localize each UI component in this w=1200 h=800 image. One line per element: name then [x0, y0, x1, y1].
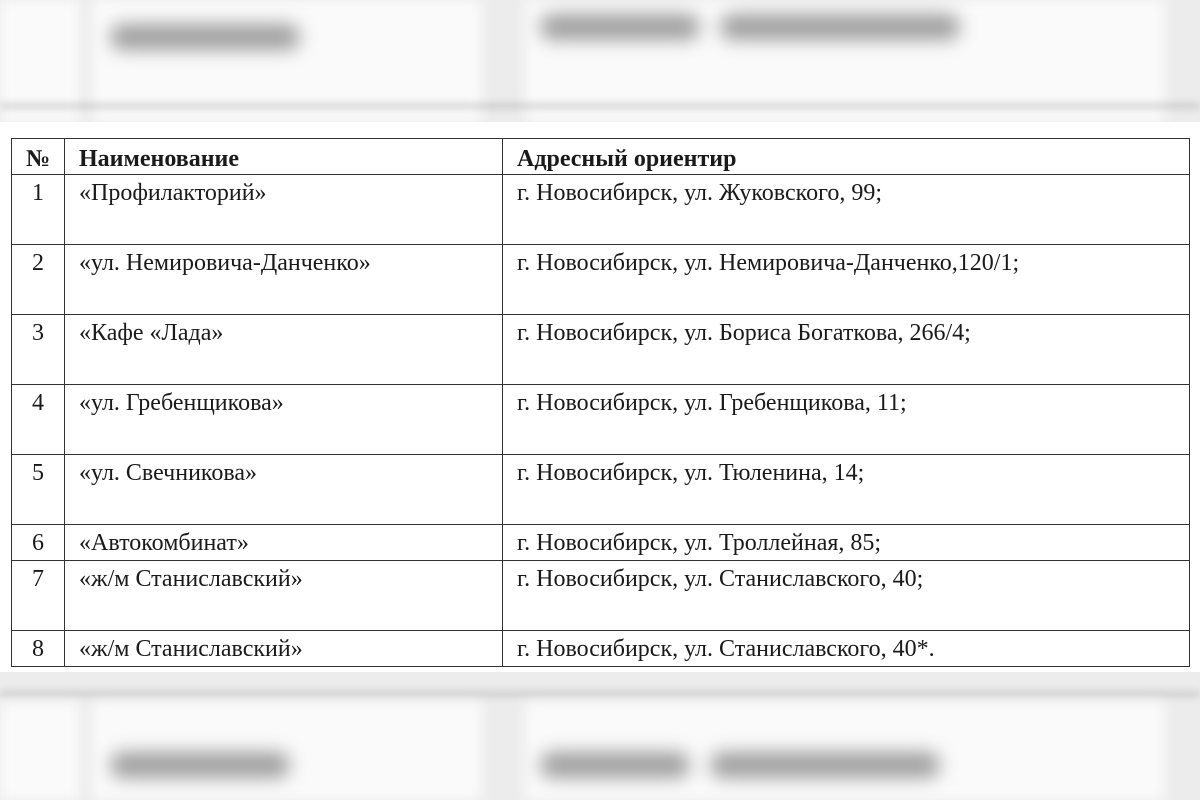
table-row [12, 245, 1190, 315]
header-name: Наименование [65, 139, 503, 175]
blurred-cell [525, 702, 1165, 800]
blurred-cell [0, 702, 80, 800]
row-num: 4 [12, 385, 65, 455]
row-address: г. Новосибирск, ул. Станиславского, 40; [503, 561, 1190, 631]
row-num: 8 [12, 631, 65, 667]
row-address: г. Новосибирск, ул. Гребенщикова, 11; [503, 385, 1190, 455]
table-header-row [12, 139, 1190, 175]
row-address: г. Новосибирск, ул. Немировича-Данченко,120/1; [503, 245, 1190, 315]
blurred-rule [0, 104, 1200, 108]
table-row [12, 385, 1190, 455]
table-row [12, 455, 1190, 525]
row-num: 2 [12, 245, 65, 315]
row-name: «ул. Гребенщикова» [65, 385, 503, 455]
row-name: «Автокомбинат» [65, 525, 503, 561]
blurred-text [720, 14, 960, 40]
blurred-text [110, 752, 290, 778]
blurred-bottom-region [0, 672, 1200, 800]
row-num: 1 [12, 175, 65, 245]
row-address: г. Новосибирск, ул. Бориса Богаткова, 266/4; [503, 315, 1190, 385]
blurred-rule [0, 692, 1200, 696]
row-address: г. Новосибирск, ул. Станиславского, 40*. [503, 631, 1190, 667]
table-row [12, 315, 1190, 385]
header-address: Адресный ориентир [503, 139, 1190, 175]
row-name: «Профилакторий» [65, 175, 503, 245]
blurred-text [710, 752, 940, 778]
row-num: 6 [12, 525, 65, 561]
blurred-text [540, 14, 700, 40]
row-name: «ул. Свечникова» [65, 455, 503, 525]
row-address: г. Новосибирск, ул. Тюленина, 14; [503, 455, 1190, 525]
table-row [12, 631, 1190, 667]
row-address: г. Новосибирск, ул. Троллейная, 85; [503, 525, 1190, 561]
blurred-text [110, 24, 300, 50]
header-num: № [12, 139, 65, 175]
row-name: «ул. Немировича-Данченко» [65, 245, 503, 315]
row-name: «ж/м Станиславский» [65, 561, 503, 631]
blurred-cell [92, 702, 482, 800]
blurred-text [540, 752, 690, 778]
row-address: г. Новосибирск, ул. Жуковского, 99; [503, 175, 1190, 245]
table-row [12, 561, 1190, 631]
table-row [12, 525, 1190, 561]
blurred-top-region [0, 0, 1200, 122]
row-name: «Кафе «Лада» [65, 315, 503, 385]
table-row [12, 175, 1190, 245]
row-num: 7 [12, 561, 65, 631]
document-table-area [0, 122, 1200, 672]
row-num: 5 [12, 455, 65, 525]
row-name: «ж/м Станиславский» [65, 631, 503, 667]
stops-table [11, 138, 1190, 667]
row-num: 3 [12, 315, 65, 385]
